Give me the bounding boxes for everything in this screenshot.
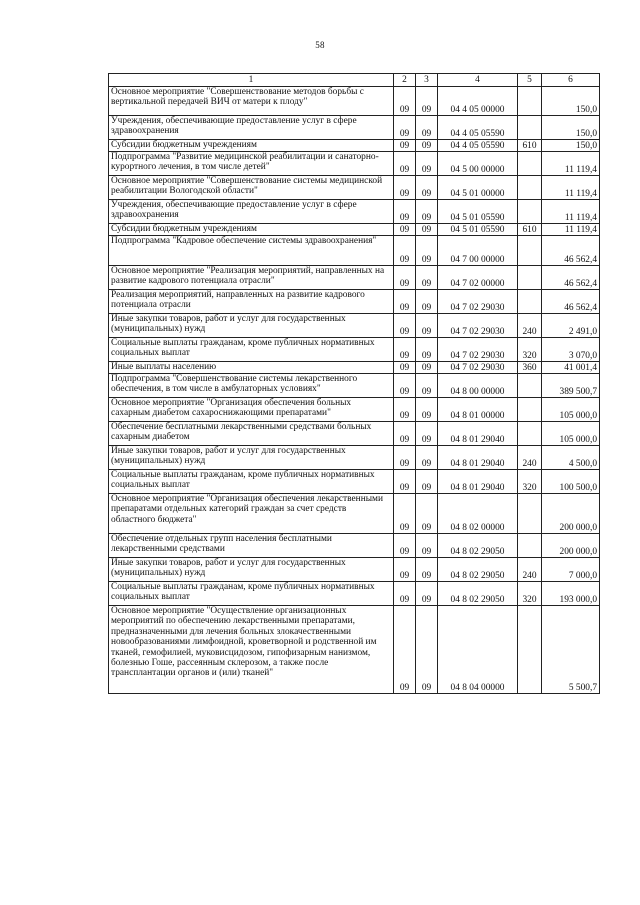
page-number: 58: [315, 40, 325, 50]
row-name-cell: Учреждения, обеспечивающие предоставление услуг в сфере здравоохранения: [109, 200, 394, 224]
row-col5-cell: 320: [518, 582, 542, 606]
row-col5-cell: [518, 290, 542, 314]
row-amount-cell: 7 000,0: [542, 558, 600, 582]
table-row: [109, 494, 600, 534]
row-col2-cell: 09: [394, 534, 416, 558]
row-amount-cell: 200 000,0: [542, 534, 600, 558]
row-code-cell: 04 4 05 00000: [438, 87, 518, 116]
row-col5-cell: [518, 116, 542, 140]
row-amount-cell: 11 119,4: [542, 200, 600, 224]
row-col5-cell: [518, 374, 542, 398]
row-amount-cell: 100 500,0: [542, 470, 600, 494]
row-amount-cell: 11 119,4: [542, 176, 600, 200]
row-col2-cell: 09: [394, 87, 416, 116]
table-row: [109, 266, 600, 290]
row-col3-cell: 09: [416, 362, 438, 374]
row-col5-cell: [518, 266, 542, 290]
row-col5-cell: 610: [518, 140, 542, 152]
row-col5-cell: 610: [518, 224, 542, 236]
row-code-cell: 04 4 05 05590: [438, 140, 518, 152]
row-col3-cell: 09: [416, 87, 438, 116]
row-name-cell: Подпрограмма "Совершенствование системы лекарственного обеспечения, в том числе в амбулаторных условиях": [109, 374, 394, 398]
row-col5-cell: [518, 494, 542, 534]
row-col5-cell: [518, 398, 542, 422]
row-name-cell: Социальные выплаты гражданам, кроме публичных нормативных социальных выплат: [109, 582, 394, 606]
row-amount-cell: 46 562,4: [542, 236, 600, 266]
row-col3-cell: 09: [416, 224, 438, 236]
row-amount-cell: 11 119,4: [542, 224, 600, 236]
row-col2-cell: 09: [394, 470, 416, 494]
row-amount-cell: 3 070,0: [542, 338, 600, 362]
row-amount-cell: 150,0: [542, 116, 600, 140]
row-col3-cell: 09: [416, 200, 438, 224]
row-name-cell: Социальные выплаты гражданам, кроме публичных нормативных социальных выплат: [109, 338, 394, 362]
table-row: [109, 140, 600, 152]
table-row: [109, 152, 600, 176]
row-code-cell: 04 5 01 00000: [438, 176, 518, 200]
row-col5-cell: [518, 534, 542, 558]
table-row: [109, 116, 600, 140]
row-name-cell: Иные выплаты населению: [109, 362, 394, 374]
row-name-cell: Основное мероприятие "Осуществление организационных мероприятий по обеспечению лекарственными препаратами, предназначенными для лечения больных злокачественными новообразованиями лимфоидной, кроветворной и родственной им тканей, гемофилией, муковисцидозом, гипофизарным нанизмом, болезнью Гоше, рассеянным склерозом, а также после трансплантации органов и (или) тканей": [109, 606, 394, 694]
row-name-cell: Иные закупки товаров, работ и услуг для государственных (муниципальных) нужд: [109, 558, 394, 582]
table-row: [109, 314, 600, 338]
row-code-cell: 04 8 01 29040: [438, 422, 518, 446]
row-code-cell: 04 8 02 29050: [438, 582, 518, 606]
row-col3-cell: 09: [416, 266, 438, 290]
row-code-cell: 04 8 01 00000: [438, 398, 518, 422]
row-amount-cell: 5 500,7: [542, 606, 600, 694]
row-col5-cell: [518, 176, 542, 200]
table-row: [109, 422, 600, 446]
row-amount-cell: 105 000,0: [542, 398, 600, 422]
table-row: [109, 446, 600, 470]
row-amount-cell: 150,0: [542, 87, 600, 116]
row-col5-cell: [518, 87, 542, 116]
row-col3-cell: 09: [416, 374, 438, 398]
row-amount-cell: 150,0: [542, 140, 600, 152]
row-name-cell: Обеспечение бесплатными лекарственными средствами больных сахарным диабетом: [109, 422, 394, 446]
table-row: [109, 582, 600, 606]
row-col3-cell: 09: [416, 422, 438, 446]
row-amount-cell: 193 000,0: [542, 582, 600, 606]
table-row: [109, 176, 600, 200]
row-col5-cell: 360: [518, 362, 542, 374]
row-col3-cell: 09: [416, 398, 438, 422]
table-row: [109, 558, 600, 582]
row-col3-cell: 09: [416, 236, 438, 266]
row-col3-cell: 09: [416, 582, 438, 606]
table-body: [109, 87, 600, 694]
row-col3-cell: 09: [416, 314, 438, 338]
table-row: [109, 398, 600, 422]
row-col2-cell: 09: [394, 494, 416, 534]
row-col5-cell: [518, 236, 542, 266]
row-name-cell: Подпрограмма "Развитие медицинской реабилитации и санаторно-курортного лечения, в том числе детей": [109, 152, 394, 176]
row-col2-cell: 09: [394, 200, 416, 224]
row-code-cell: 04 8 00 00000: [438, 374, 518, 398]
row-col2-cell: 09: [394, 266, 416, 290]
row-col5-cell: 240: [518, 446, 542, 470]
row-amount-cell: 389 500,7: [542, 374, 600, 398]
row-col3-cell: 09: [416, 446, 438, 470]
row-col2-cell: 09: [394, 362, 416, 374]
row-amount-cell: 41 001,4: [542, 362, 600, 374]
row-amount-cell: 200 000,0: [542, 494, 600, 534]
row-col5-cell: [518, 200, 542, 224]
row-col3-cell: 09: [416, 558, 438, 582]
row-code-cell: 04 5 01 05590: [438, 224, 518, 236]
row-col2-cell: 09: [394, 176, 416, 200]
row-col2-cell: 09: [394, 290, 416, 314]
table-row: [109, 362, 600, 374]
row-code-cell: 04 8 02 00000: [438, 494, 518, 534]
row-col2-cell: 09: [394, 606, 416, 694]
table-row: [109, 470, 600, 494]
header-col-4: 4: [438, 74, 518, 87]
row-amount-cell: 46 562,4: [542, 266, 600, 290]
header-col-2: 2: [394, 74, 416, 87]
table-row: [109, 338, 600, 362]
table-row: [109, 224, 600, 236]
row-name-cell: Социальные выплаты гражданам, кроме публичных нормативных социальных выплат: [109, 470, 394, 494]
row-col2-cell: 09: [394, 116, 416, 140]
row-col3-cell: 09: [416, 470, 438, 494]
row-col2-cell: 09: [394, 446, 416, 470]
row-code-cell: 04 8 01 29040: [438, 470, 518, 494]
row-col3-cell: 09: [416, 494, 438, 534]
row-amount-cell: 105 000,0: [542, 422, 600, 446]
row-col3-cell: 09: [416, 176, 438, 200]
row-code-cell: 04 8 02 29050: [438, 534, 518, 558]
row-name-cell: Иные закупки товаров, работ и услуг для государственных (муниципальных) нужд: [109, 446, 394, 470]
row-col3-cell: 09: [416, 140, 438, 152]
row-code-cell: 04 7 00 00000: [438, 236, 518, 266]
row-code-cell: 04 7 02 00000: [438, 266, 518, 290]
row-col3-cell: 09: [416, 534, 438, 558]
row-name-cell: Реализация мероприятий, направленных на развитие кадрового потенциала отрасли: [109, 290, 394, 314]
row-amount-cell: 46 562,4: [542, 290, 600, 314]
row-code-cell: 04 8 01 29040: [438, 446, 518, 470]
table-row: [109, 534, 600, 558]
table-row: [109, 236, 600, 266]
row-col2-cell: 09: [394, 224, 416, 236]
row-col5-cell: 240: [518, 314, 542, 338]
row-code-cell: 04 4 05 05590: [438, 116, 518, 140]
table-row: [109, 200, 600, 224]
row-code-cell: 04 7 02 29030: [438, 290, 518, 314]
row-col3-cell: 09: [416, 152, 438, 176]
row-code-cell: 04 5 00 00000: [438, 152, 518, 176]
table-row: [109, 87, 600, 116]
row-col3-cell: 09: [416, 338, 438, 362]
row-name-cell: Основное мероприятие "Реализация мероприятий, направленных на развитие кадрового потенциала отрасли": [109, 266, 394, 290]
row-amount-cell: 2 491,0: [542, 314, 600, 338]
row-name-cell: Обеспечение отдельных групп населения бесплатными лекарственными средствами: [109, 534, 394, 558]
row-code-cell: 04 7 02 29030: [438, 362, 518, 374]
table-row: [109, 290, 600, 314]
row-name-cell: Субсидии бюджетным учреждениям: [109, 140, 394, 152]
table-row: [109, 374, 600, 398]
row-name-cell: Подпрограмма "Кадровое обеспечение системы здравоохранения": [109, 236, 394, 266]
row-name-cell: Основное мероприятие "Организация обеспечения больных сахарным диабетом сахароснижающими препаратами": [109, 398, 394, 422]
row-name-cell: Учреждения, обеспечивающие предоставление услуг в сфере здравоохранения: [109, 116, 394, 140]
header-col-3: 3: [416, 74, 438, 87]
row-code-cell: 04 5 01 05590: [438, 200, 518, 224]
row-col3-cell: 09: [416, 606, 438, 694]
row-amount-cell: 11 119,4: [542, 152, 600, 176]
row-col5-cell: 240: [518, 558, 542, 582]
row-code-cell: 04 7 02 29030: [438, 314, 518, 338]
row-col2-cell: 09: [394, 314, 416, 338]
row-code-cell: 04 7 02 29030: [438, 338, 518, 362]
row-code-cell: 04 8 04 00000: [438, 606, 518, 694]
row-col5-cell: 320: [518, 338, 542, 362]
row-col5-cell: 320: [518, 470, 542, 494]
row-col2-cell: 09: [394, 398, 416, 422]
table-row: [109, 606, 600, 694]
row-name-cell: Иные закупки товаров, работ и услуг для государственных (муниципальных) нужд: [109, 314, 394, 338]
row-col2-cell: 09: [394, 140, 416, 152]
row-col2-cell: 09: [394, 338, 416, 362]
row-col3-cell: 09: [416, 116, 438, 140]
row-col2-cell: 09: [394, 582, 416, 606]
row-name-cell: Основное мероприятие "Организация обеспечения лекарственными препаратами отдельных категорий граждан за счет средств областного бюджета": [109, 494, 394, 534]
row-code-cell: 04 8 02 29050: [438, 558, 518, 582]
row-name-cell: Субсидии бюджетным учреждениям: [109, 224, 394, 236]
table-header-row: [109, 74, 600, 87]
row-col2-cell: 09: [394, 374, 416, 398]
row-name-cell: Основное мероприятие "Совершенствование методов борьбы с вертикальной передачей ВИЧ от матери к плоду": [109, 87, 394, 116]
row-amount-cell: 4 500,0: [542, 446, 600, 470]
row-col2-cell: 09: [394, 558, 416, 582]
header-col-1: 1: [109, 74, 394, 87]
row-col3-cell: 09: [416, 290, 438, 314]
row-col2-cell: 09: [394, 422, 416, 446]
row-col5-cell: [518, 606, 542, 694]
header-col-5: 5: [518, 74, 542, 87]
row-col2-cell: 09: [394, 236, 416, 266]
row-name-cell: Основное мероприятие "Совершенствование системы медицинской реабилитации Вологодской области": [109, 176, 394, 200]
row-col5-cell: [518, 152, 542, 176]
header-col-6: 6: [542, 74, 600, 87]
budget-table: [108, 73, 600, 694]
row-col2-cell: 09: [394, 152, 416, 176]
row-col5-cell: [518, 422, 542, 446]
